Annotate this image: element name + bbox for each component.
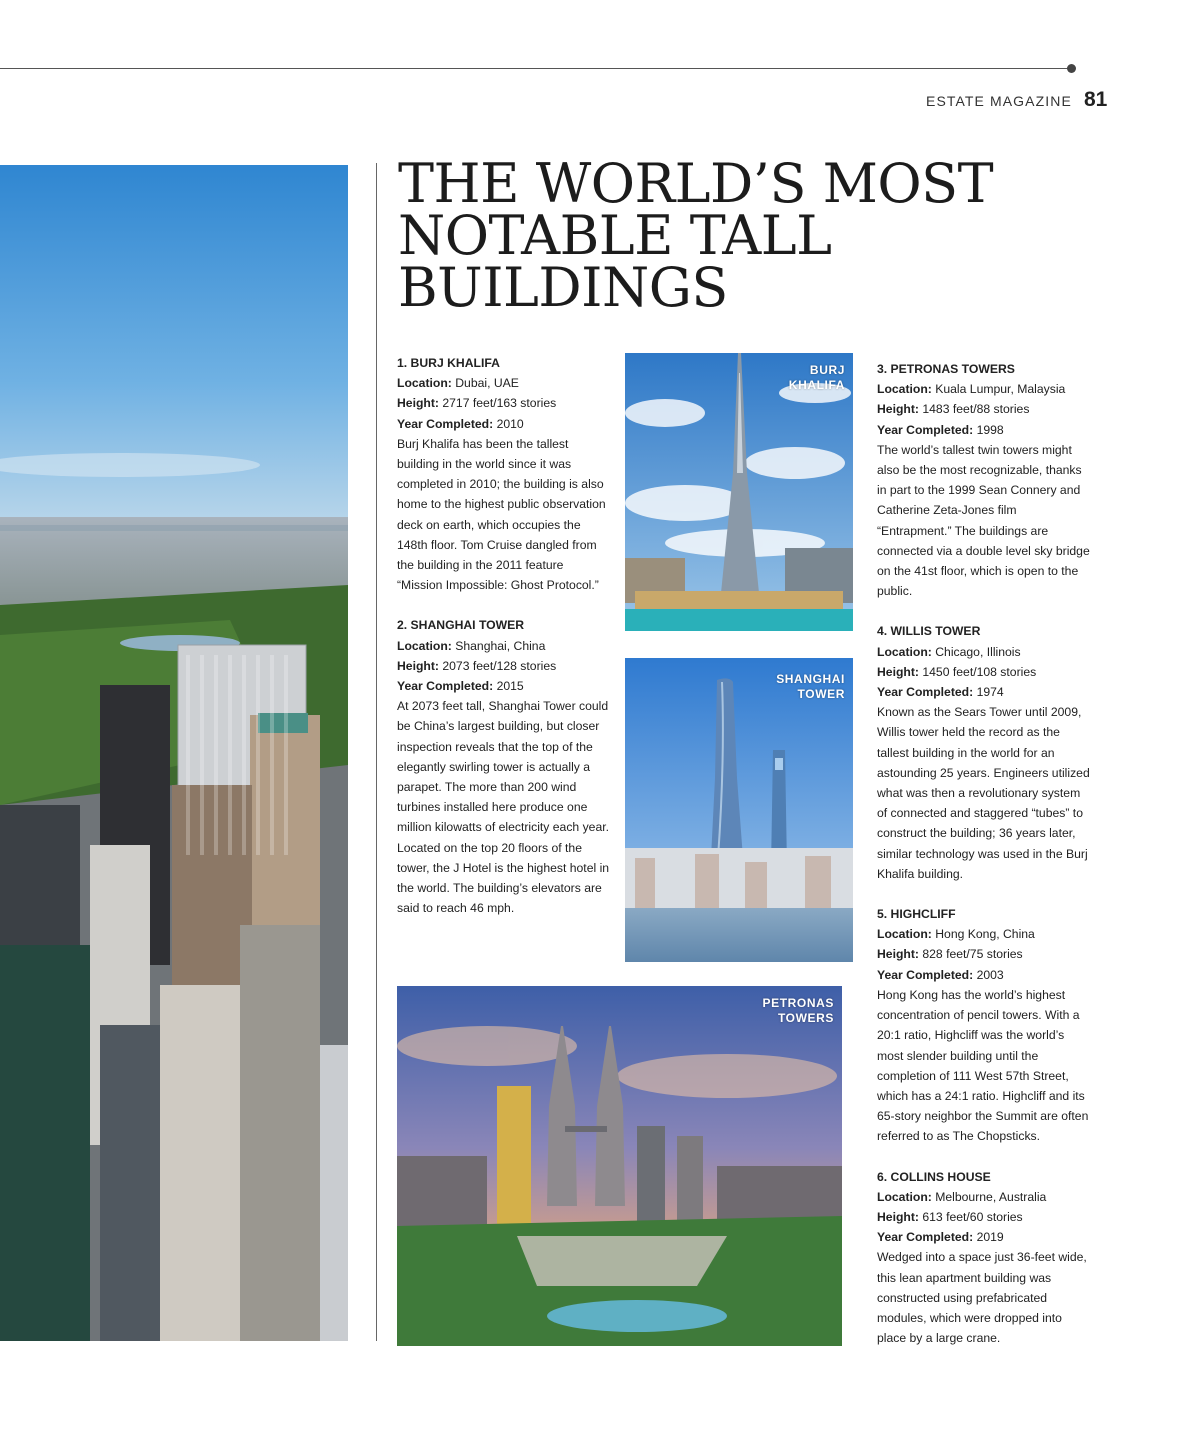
title-line: BUILDINGS bbox=[398, 256, 728, 319]
entry-willis-tower bbox=[877, 621, 1092, 884]
field-label: Location: bbox=[877, 927, 932, 942]
entry-title: 5. HIGHCLIFF bbox=[877, 907, 956, 922]
entry-year bbox=[397, 676, 612, 696]
field-value: 2015 bbox=[496, 679, 524, 694]
text-column-left bbox=[397, 353, 612, 938]
entry-year bbox=[877, 682, 1092, 702]
entry-height bbox=[397, 393, 612, 413]
field-value: 2010 bbox=[496, 416, 524, 431]
entry-body: Known as the Sears Tower until 2009, Willis tower held the record as the tallest building in the world for an astounding 25 years. Engineers utilized what was then a revolutionary system of connected and staggered “tubes” to construct the building; 36 years later, similar technology was used in the Burj Khalifa building. bbox=[877, 705, 1090, 881]
title-line: NOTABLE TALL bbox=[398, 204, 832, 267]
entry-year bbox=[877, 420, 1092, 440]
burj-khalifa-photo bbox=[625, 353, 853, 631]
field-label: Year Completed: bbox=[397, 416, 494, 431]
field-value: Melbourne, Australia bbox=[935, 1189, 1047, 1204]
field-value: Shanghai, China bbox=[455, 638, 546, 653]
entry-height bbox=[877, 1207, 1092, 1227]
entry-title: 2. SHANGHAI TOWER bbox=[397, 618, 525, 633]
entry-body: At 2073 feet tall, Shanghai Tower could be China’s largest building, but closer inspection reveals that the top of the elegantly swirling tower is actually a parapet. The more than 200 wind turbines installed here produce one million kilowatts of electricity each year. Located on the top 20 floors of the tower, the J Hotel is the highest hotel in the world. The building’s elevators are said to reach 46 mph. bbox=[397, 699, 610, 916]
field-label: Height: bbox=[877, 947, 919, 962]
entry-title: 3. PETRONAS TOWERS bbox=[877, 362, 1015, 376]
field-label: Year Completed: bbox=[877, 967, 974, 982]
field-label: Year Completed: bbox=[877, 1230, 974, 1245]
field-value: 1450 feet/108 stories bbox=[922, 664, 1037, 679]
field-value: 2717 feet/163 stories bbox=[442, 396, 557, 411]
field-label: Year Completed: bbox=[397, 679, 494, 694]
shanghai-tower-photo bbox=[625, 658, 853, 962]
field-label: Height: bbox=[397, 396, 439, 411]
column-divider bbox=[376, 163, 377, 1341]
nyc-aerial-photo bbox=[0, 165, 348, 1341]
shanghai-tower-caption bbox=[776, 672, 845, 702]
entry-year bbox=[397, 414, 612, 434]
field-value: 1483 feet/88 stories bbox=[922, 402, 1030, 417]
field-label: Location: bbox=[397, 376, 452, 391]
field-value: 613 feet/60 stories bbox=[922, 1209, 1023, 1224]
entry-title: 4. WILLIS TOWER bbox=[877, 624, 981, 639]
entry-height bbox=[877, 399, 1092, 419]
caption-line: PETRONAS bbox=[762, 996, 834, 1010]
field-label: Height: bbox=[877, 664, 919, 679]
field-label: Height: bbox=[877, 402, 919, 417]
field-label: Height: bbox=[397, 658, 439, 673]
entry-height bbox=[877, 944, 1092, 964]
entry-location bbox=[877, 1187, 1092, 1207]
field-value: Dubai, UAE bbox=[455, 376, 519, 391]
text-column-right bbox=[877, 359, 1092, 1368]
header-rule-dot bbox=[1067, 64, 1076, 73]
field-label: Location: bbox=[397, 638, 452, 653]
title-line: THE WORLD’S MOST bbox=[398, 152, 994, 215]
entry-location bbox=[877, 642, 1092, 662]
article-title bbox=[398, 152, 1018, 319]
entry-body: Wedged into a space just 36-feet wide, this lean apartment building was constructed using prefabricated modules, which were dropped into place by a large crane. bbox=[877, 1250, 1087, 1346]
field-label: Year Completed: bbox=[877, 422, 974, 437]
field-label: Year Completed: bbox=[877, 685, 974, 700]
entry-year bbox=[877, 1227, 1092, 1247]
entry-location bbox=[397, 373, 612, 393]
field-value: 1998 bbox=[976, 422, 1004, 437]
entry-highcliff bbox=[877, 904, 1092, 1146]
header-rule bbox=[0, 68, 1070, 69]
field-label: Location: bbox=[877, 1189, 932, 1204]
magazine-name: ESTATE MAGAZINE bbox=[926, 93, 1072, 109]
field-value: Hong Kong, China bbox=[935, 927, 1035, 942]
field-value: 2019 bbox=[976, 1230, 1004, 1245]
field-label: Location: bbox=[877, 644, 932, 659]
caption-line: SHANGHAI bbox=[776, 672, 845, 686]
page-number: 81 bbox=[1084, 88, 1108, 111]
caption-line: TOWER bbox=[797, 687, 845, 701]
entry-height bbox=[877, 662, 1092, 682]
caption-line: TOWERS bbox=[777, 1011, 834, 1025]
entry-year bbox=[877, 965, 1092, 985]
field-label: Location: bbox=[877, 382, 932, 397]
entry-title: 6. COLLINS HOUSE bbox=[877, 1169, 991, 1184]
caption-line: BURJ bbox=[809, 363, 845, 377]
entry-body: Burj Khalifa has been the tallest building in the world since it was completed in 2010; the building is also home to the highest public observation deck on earth, which occupies the 148th floor. Tom Cruise dangled from the building in the 2011 feature “Mission Impossible: Ghost Protocol.” bbox=[397, 436, 606, 593]
entry-title: 1. BURJ KHALIFA bbox=[397, 356, 500, 370]
field-value: 2073 feet/128 stories bbox=[442, 658, 557, 673]
entry-location bbox=[877, 924, 1092, 944]
burj-khalifa-caption bbox=[789, 363, 845, 393]
caption-line: KHALIFA bbox=[788, 378, 845, 392]
entry-location bbox=[877, 379, 1092, 399]
field-value: Kuala Lumpur, Malaysia bbox=[935, 382, 1066, 397]
petronas-towers-photo bbox=[397, 986, 842, 1346]
field-value: 2003 bbox=[976, 967, 1004, 982]
petronas-towers-caption bbox=[763, 996, 834, 1026]
entry-collins-house bbox=[877, 1167, 1092, 1349]
entry-body: Hong Kong has the world’s highest concentration of pencil towers. With a 20:1 ratio, Highcliff was the world’s most slender building until the completion of 111 West 57th Street, which has a 24:1 ratio. Highcliff and its 65-story neighbor the Summit are often referred to as The Chopsticks. bbox=[877, 987, 1089, 1144]
entry-burj-khalifa bbox=[397, 353, 612, 595]
field-value: 1974 bbox=[976, 685, 1004, 700]
field-value: Chicago, Illinois bbox=[935, 644, 1021, 659]
entry-location bbox=[397, 636, 612, 656]
entry-body: The world’s tallest twin towers might also be the most recognizable, thanks in part to the 1999 Sean Connery and Catherine Zeta-Jones film “Entrapment.” The buildings are connected via a double level sky bridge on the 41st floor, which is open to the public. bbox=[877, 442, 1090, 599]
field-value: 828 feet/75 stories bbox=[922, 947, 1023, 962]
entry-height bbox=[397, 656, 612, 676]
field-label: Height: bbox=[877, 1209, 919, 1224]
entry-petronas-towers bbox=[877, 359, 1092, 601]
entry-shanghai-tower bbox=[397, 615, 612, 918]
